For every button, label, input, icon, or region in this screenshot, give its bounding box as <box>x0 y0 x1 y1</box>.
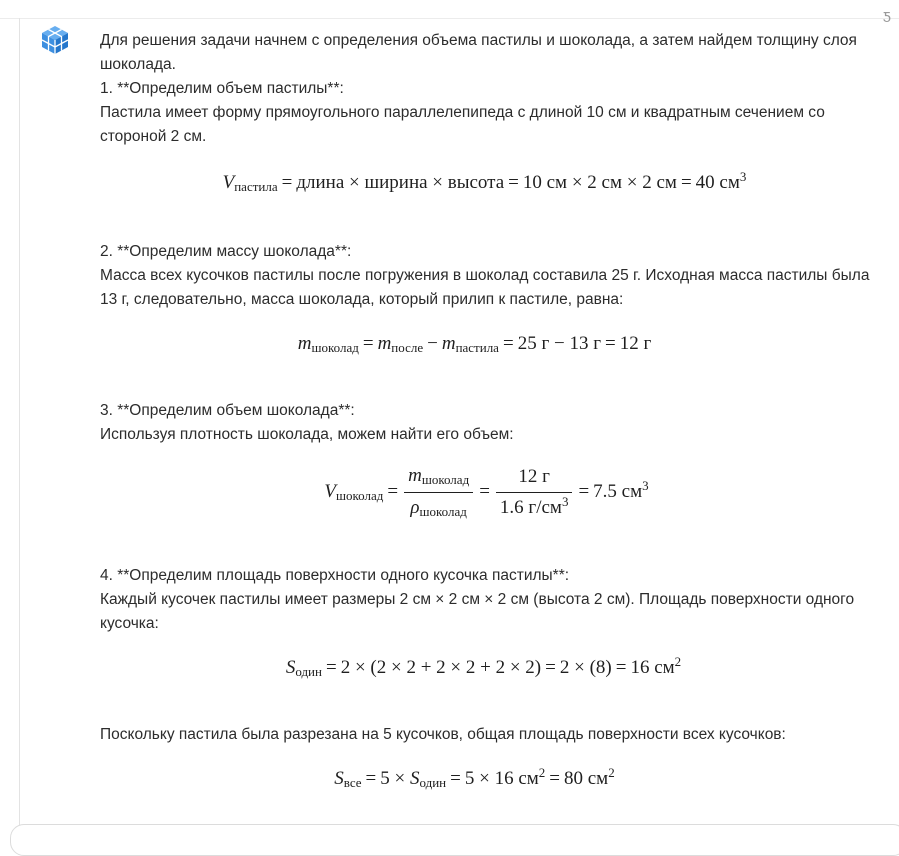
step1-title: 1. **Определим объем пастилы**: <box>100 80 344 97</box>
step4-text: Каждый кусочек пастилы имеет размеры 2 см × 2 см × 2 см (высота 2 см). Площадь поверхности одного кусочка: <box>100 591 855 632</box>
step4-text2: Поскольку пастила была разрезана на 5 кусочков, общая площадь поверхности всех кусочков: <box>100 726 786 743</box>
fraction-mass-over-density: $\frac{\text{mшоколад}}{\text{ρшоколад}}$ <box>404 463 473 522</box>
formula-area-one: Sодин = 2 × (2 × 2 + 2 × 2 + 2 × 2) = 2 × (8) = 16 $см^2$ <box>285 654 682 679</box>
formula-volume-chocolate: Vшоколад = $\frac{\text{mшоколад}}{\text{ρшоколад}}$ = $\frac{12 г}{1.6 г/см^3}$ = 7.5 $см^3$ <box>99 463 874 522</box>
step2-text: Масса всех кусочков пастилы после погружения в шоколад составила 25 г. Исходная масса пастилы была 13 г, следовательно, масса шоколада, который прилип к пастиле, равна: <box>100 267 870 308</box>
message-intro: Для решения задачи начнем с определения объема пастилы и шоколада, а затем найдем толщину слоя шоколада. <box>100 32 857 73</box>
step1-text: Пастила имеет форму прямоугольного параллелепипеда с длиной 10 см и квадратным сечением со стороной 2 см. <box>100 104 825 145</box>
assistant-avatar <box>39 24 71 56</box>
step3-title: 3. **Определим объем шоколада**: <box>100 402 355 419</box>
left-rail <box>19 18 20 838</box>
top-divider <box>0 18 899 19</box>
top-right-glyph: Ƽ <box>882 9 891 26</box>
cube-logo-icon <box>39 24 71 56</box>
formula-area-total: Sвсе = 5 × Sодин = 5 × 16 $см^2 = 80$ $см^2$ <box>334 765 615 790</box>
step4-title: 4. **Определим площадь поверхности одного кусочка пастилы**: <box>100 567 570 584</box>
formula-volume-pastila: Vпастила = длина × ширина × высота = 10 см × 2 см × 2 см = 40 $см^3$ <box>222 169 747 194</box>
chat-input-box[interactable] <box>10 824 899 856</box>
assistant-message <box>100 29 875 792</box>
fraction-numeric: $\frac{12 г}{1.6 г/см^3}$ <box>496 464 573 522</box>
formula-mass-chocolate: mшоколад = mпосле − mпастила = 25 г − 13 г = 12 г <box>297 333 652 355</box>
step3-text: Используя плотность шоколада, можем найти его объем: <box>100 426 514 443</box>
step2-title: 2. **Определим массу шоколада**: <box>100 243 352 260</box>
